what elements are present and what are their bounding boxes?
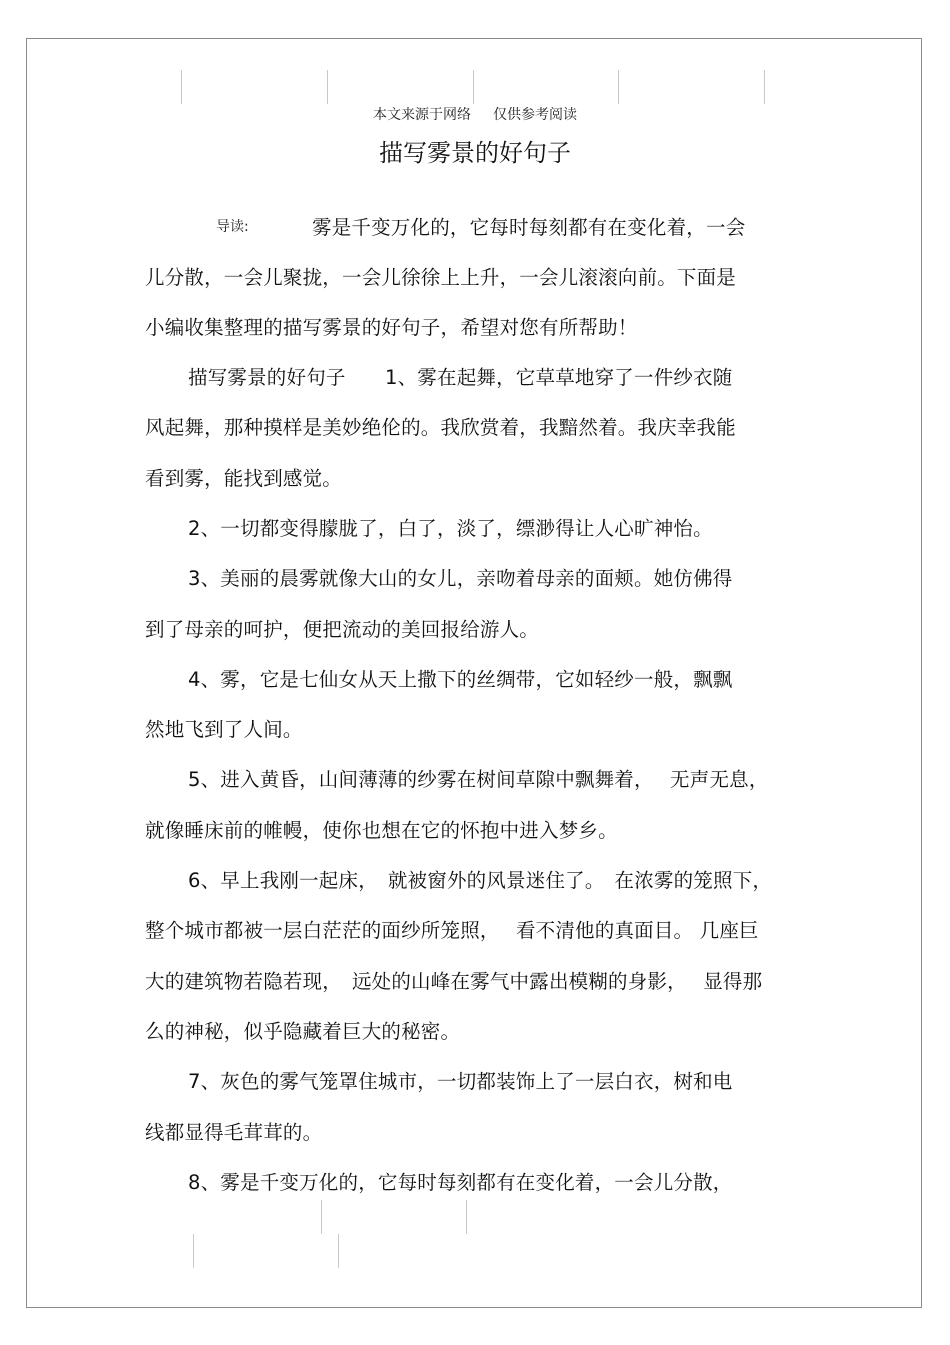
source-note [0, 104, 950, 124]
paragraph-line: 4、雾，它是七仙女从天上撒下的丝绸带，它如轻纱一般，飘飘 [188, 668, 733, 691]
paragraph-line: 大的建筑物若隐若现， 远处的山峰在雾气中露出模糊的身影， 显得那 [145, 970, 763, 993]
paragraph-line: 2、一切都变得朦胧了，白了，淡了，缥渺得让人心旷神怡。 [188, 517, 713, 540]
top-tick [473, 70, 474, 104]
paragraph-line: 7、灰色的雾气笼罩住城市，一切都装饰上了一层白衣，树和电 [188, 1070, 733, 1093]
paragraph-line: 风起舞，那种摸样是美妙绝伦的。我欣赏着，我黯然着。我庆幸我能 [145, 416, 737, 439]
top-tick [327, 70, 328, 104]
bottom-tick [193, 1234, 194, 1268]
paragraph-line: 5、进入黄昏，山间薄薄的纱雾在树间草隙中飘舞着， 无声无息， [188, 768, 769, 791]
top-tick [181, 70, 182, 104]
paragraph-line: 线都显得毛茸茸的。 [145, 1121, 323, 1144]
top-tick [618, 70, 619, 104]
paragraph-line: 描写雾景的好句子 1、雾在起舞，它草草地穿了一件纱衣随 [188, 366, 733, 389]
intro-line: 雾是千变万化的，它每时每刻都有在变化着，一会 [312, 216, 746, 239]
bottom-tick [321, 1200, 322, 1234]
paragraph-line: 么的神秘，似乎隐藏着巨大的秘密。 [145, 1020, 461, 1043]
paragraph-line: 3、美丽的晨雾就像大山的女儿，亲吻着母亲的面颊。她仿佛得 [188, 567, 733, 590]
paragraph-line: 整个城市都被一层白茫茫的面纱所笼照， 看不清他的真面目。 几座巨 [145, 919, 759, 942]
intro-line: 小编收集整理的描写雾景的好句子，希望对您有所帮助！ [145, 316, 638, 339]
bottom-tick [338, 1234, 339, 1268]
paragraph-line: 6、早上我刚一起床， 就被窗外的风景迷住了。 在浓雾的笼照下， [188, 869, 773, 892]
source-note-left: 本文来源于网络 [373, 107, 471, 123]
intro-line: 儿分散，一会儿聚拢，一会儿徐徐上上升，一会儿滚滚向前。下面是 [145, 266, 737, 289]
source-note-right: 仅供参考阅读 [493, 107, 577, 123]
top-tick [764, 70, 765, 104]
document-title: 描写雾景的好句子 [379, 139, 571, 167]
bottom-tick [466, 1200, 467, 1234]
paragraph-line: 就像睡床前的帷幔，使你也想在它的怀抱中进入梦乡。 [145, 819, 618, 842]
paragraph-line: 然地飞到了人间。 [145, 718, 303, 741]
paragraph-line: 8、雾是千变万化的，它每时每刻都有在变化着，一会儿分散， [188, 1171, 733, 1194]
intro-label: 导读: [216, 219, 249, 235]
paragraph-line: 到了母亲的呵护，便把流动的美回报给游人。 [145, 618, 540, 641]
paragraph-line: 看到雾，能找到感觉。 [145, 467, 343, 490]
